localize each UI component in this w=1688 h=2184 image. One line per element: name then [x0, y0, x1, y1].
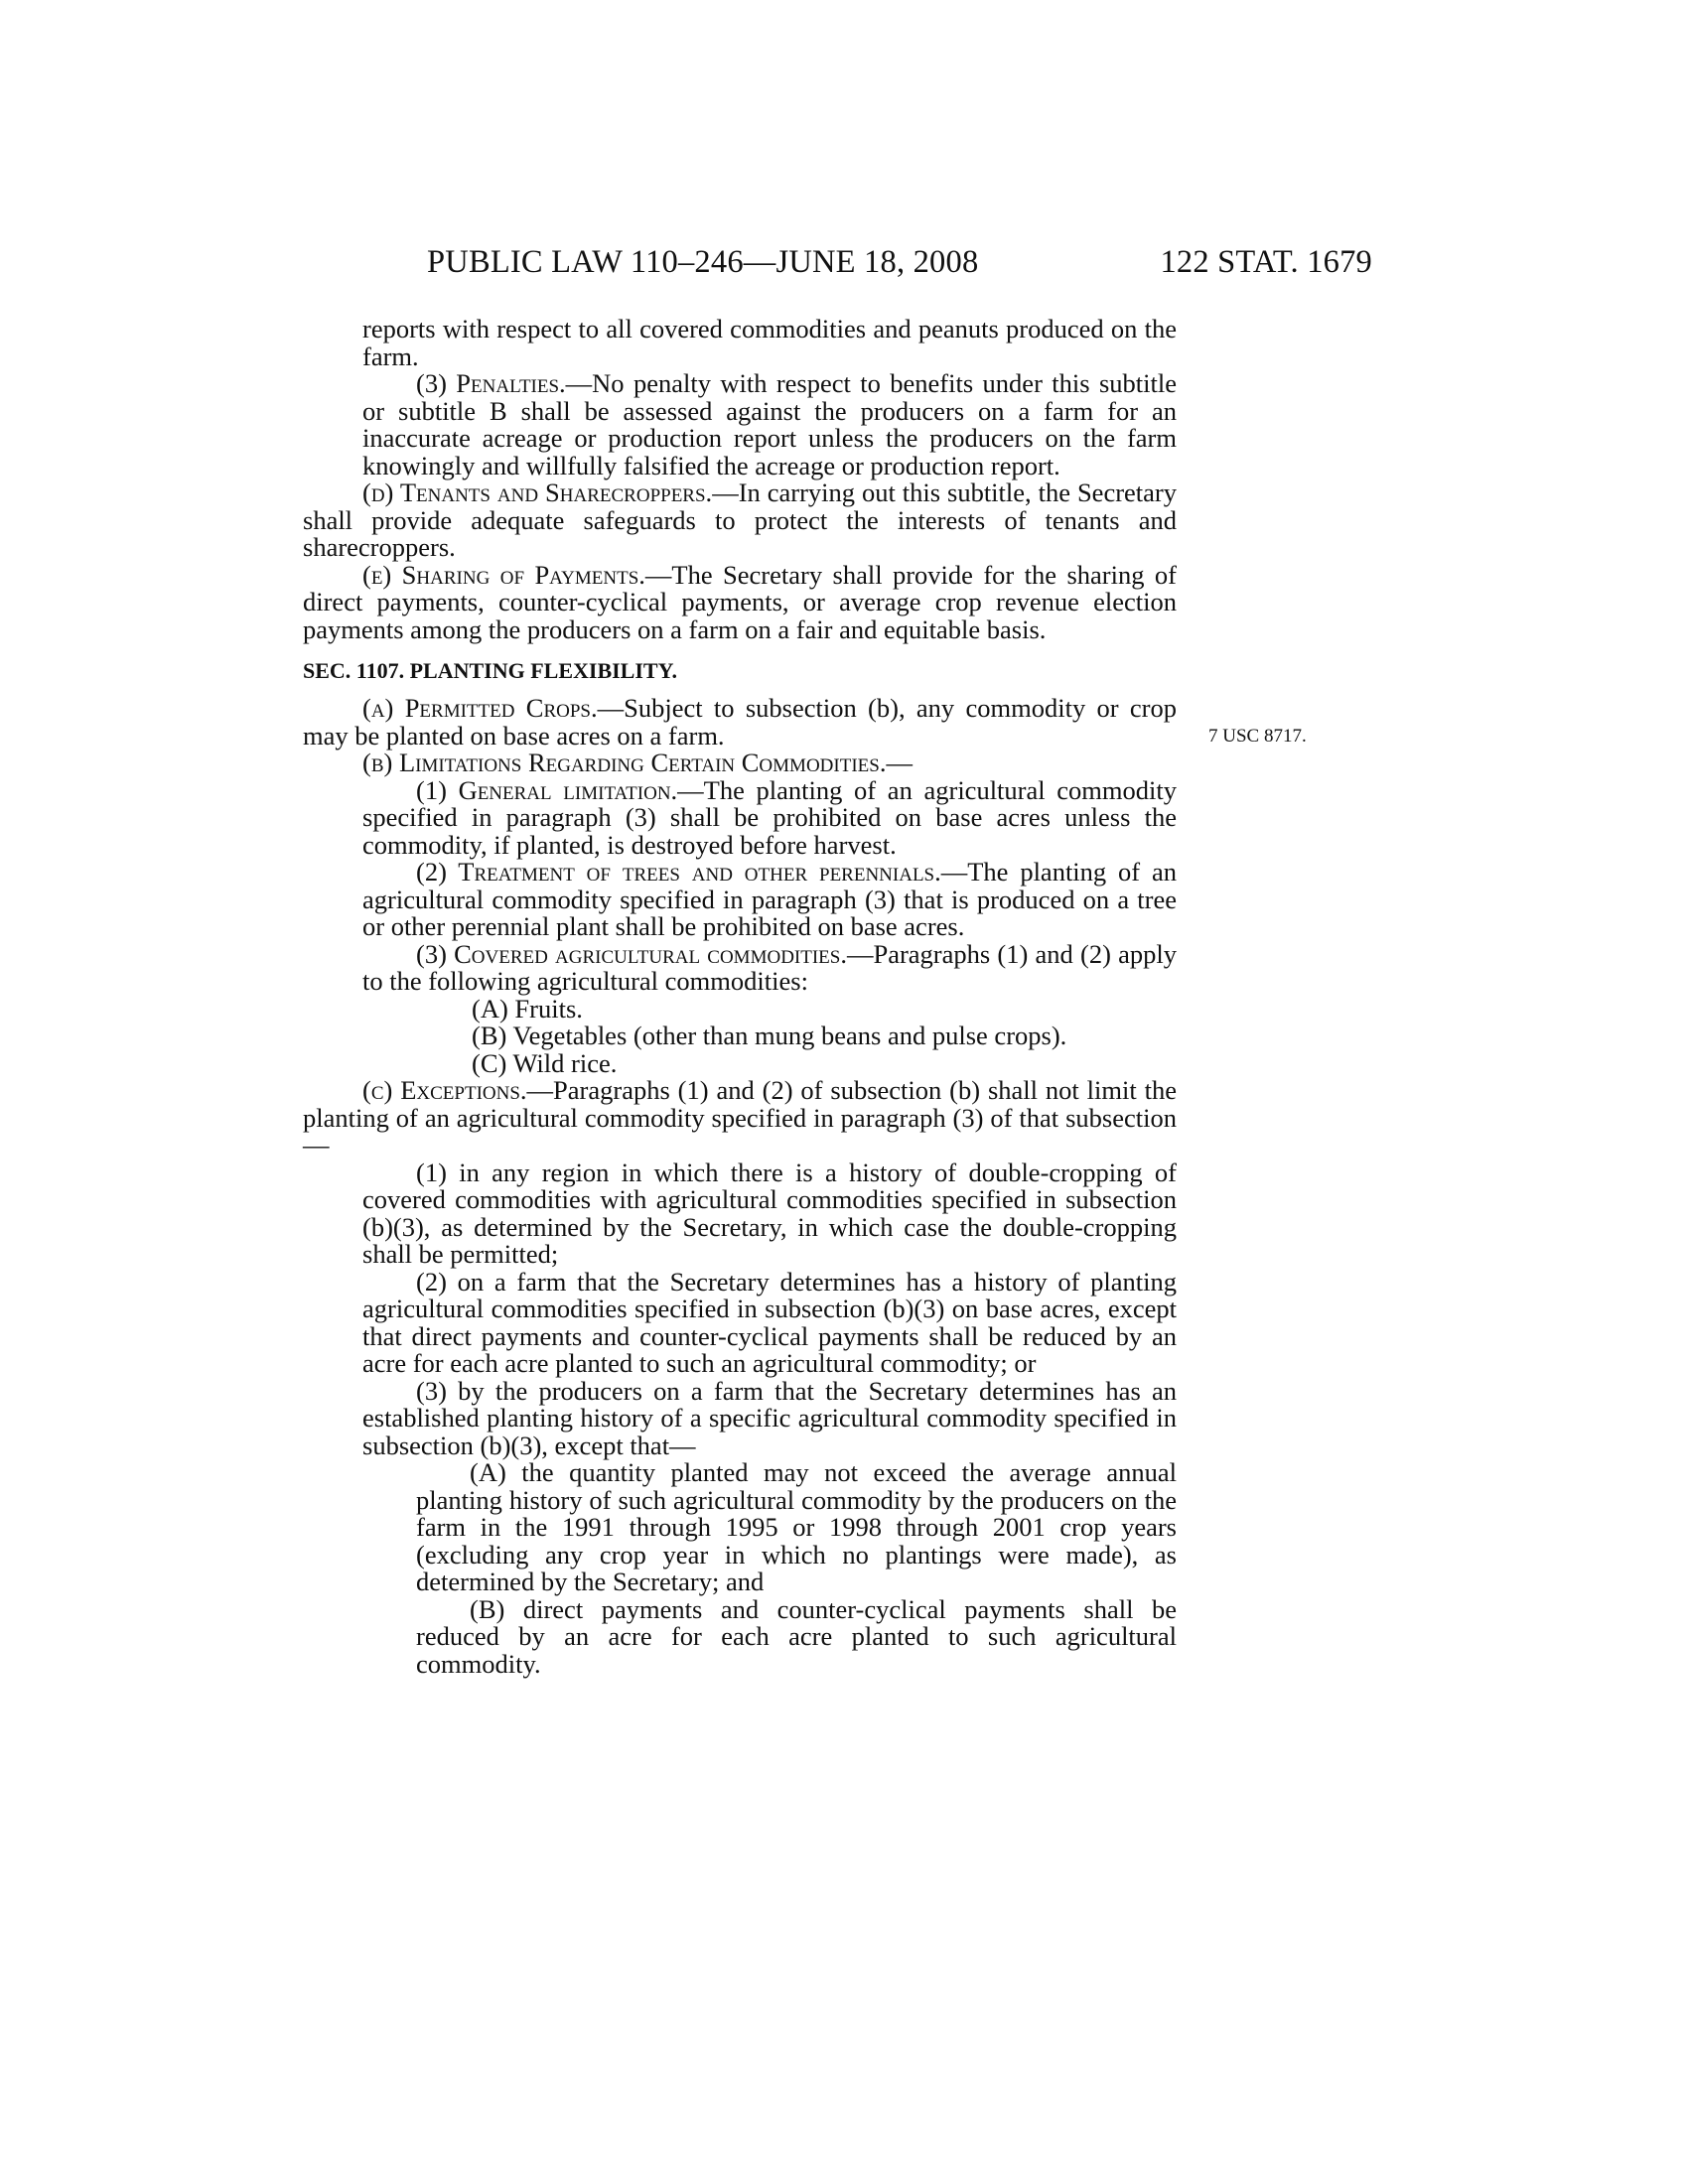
paragraph-covered-commodities — [303, 938, 1177, 996]
paragraph-text: —Paragraphs (1) and (2) of subsection (b) shall not limit the planting of an agricultural commodity specified in paragraph (3) of that subsection— — [303, 1075, 1177, 1160]
paragraph-text: —The Secretary shall provide for the sharing of direct payments, counter-cyclical payments, or average crop revenue election payments among the producers on a farm on a fair and equitable basis. — [303, 559, 1177, 644]
paragraph-general-limitation — [303, 774, 1178, 860]
paragraph-text: —No penalty with respect to benefits under this subtitle or subtitle B shall be assessed against the producers on a farm for an inaccurate acreage or production report unless the producers on the farm knowingly and willfully falsified the acreage or production report. — [362, 368, 1177, 480]
paragraph-heading: (3) Covered agricultural commodities. — [416, 938, 847, 969]
paragraph-heading: (1) General limitation. — [416, 774, 678, 805]
paragraph-text: —The planting of an agricultural commodity specified in paragraph (3) that is produced on a tree or other perennial plant shall be prohibited on base acres. — [362, 857, 1178, 941]
paragraph-text: —Subject to subsection (b), any commodity or crop may be planted on base acres on a farm. — [303, 693, 1177, 751]
paragraph-reports: reports with respect to all covered commodities and peanuts produced on the farm. — [362, 314, 1177, 371]
document-body — [303, 316, 1177, 1678]
statute-page-number: 122 STAT. 1679 — [1160, 244, 1372, 280]
usc-marginal-note: 7 USC 8717. — [1208, 726, 1307, 747]
page-header — [298, 244, 1372, 288]
paragraph-heading: (2) Treatment of trees and other perennials. — [416, 857, 941, 887]
paragraph-tenants — [303, 479, 1177, 562]
paragraph-trees-perennials — [303, 859, 1177, 941]
list-item-vegetables: (B) Vegetables (other than mung beans and pulse crops). — [472, 1021, 1067, 1050]
paragraph-heading: (d) Tenants and Sharecroppers. — [362, 478, 713, 507]
paragraph-limitations — [303, 750, 1177, 777]
paragraph-text: —The planting of an agricultural commodity specified in paragraph (3) shall be prohibited on base acres unless the commodity, if planted, is destroyed before harvest. — [362, 774, 1178, 860]
paragraph-heading: (e) Sharing of Payments. — [362, 559, 645, 590]
paragraph-exceptions — [303, 1077, 1177, 1160]
paragraph-sharing-payments — [303, 559, 1177, 644]
paragraph-text: —Paragraphs (1) and (2) apply to the following agricultural commodities: — [362, 938, 1177, 996]
paragraph-text: —In carrying out this subtitle, the Secretary shall provide adequate safeguards to protect the interests of tenants and sharecroppers. — [303, 478, 1177, 562]
list-item-wild-rice: (C) Wild rice. — [472, 1047, 618, 1078]
paragraph-permitted-crops — [303, 695, 1177, 750]
paragraph-heading: (3) Penalties. — [416, 368, 566, 398]
paragraph-exception-3: (3) by the producers on a farm that the Secretary determines has an established planting history of a specific agricultural commodity specified in subsection (b)(3), except that— — [362, 1375, 1177, 1460]
section-heading: SEC. 1107. PLANTING FLEXIBILITY. — [303, 658, 677, 683]
paragraph-penalties — [303, 370, 1177, 479]
paragraph-exception-3b: (B) direct payments and counter-cyclical payments shall be reduced by an acre for each acre planted to such agricultural commodity. — [416, 1593, 1177, 1679]
public-law-citation: PUBLIC LAW 110–246—JUNE 18, 2008 — [427, 244, 979, 280]
paragraph-text: — — [886, 748, 913, 777]
paragraph-exception-3a: (A) the quantity planted may not exceed the average annual planting history of such agricultural commodity by the producers on the farm in the 1991 through 1995 or 1998 through 2001 crop years (excluding any crop year in which no plantings were made), as determined by the Secretary; and — [416, 1457, 1177, 1596]
paragraph-exception-1: (1) in any region in which there is a history of double-cropping of covered commodities with agricultural commodities specified in subsection (b)(3), as determined by the Secretary, in which case the double-cropping shall be permitted; — [362, 1157, 1177, 1269]
paragraph-heading: (b) Limitations Regarding Certain Commodities. — [362, 748, 887, 777]
paragraph-heading: (c) Exceptions. — [362, 1075, 527, 1105]
paragraph-heading: (a) Permitted Crops. — [362, 693, 598, 723]
list-item-fruits: (A) Fruits. — [472, 993, 583, 1024]
paragraph-exception-2: (2) on a farm that the Secretary determines has a history of planting agricultural commodities specified in subsection (b)(3) on base acres, except that direct payments and counter-cyclical payments shall be reduced by an acre for each acre planted to such an agricultural commodity; or — [362, 1266, 1177, 1378]
